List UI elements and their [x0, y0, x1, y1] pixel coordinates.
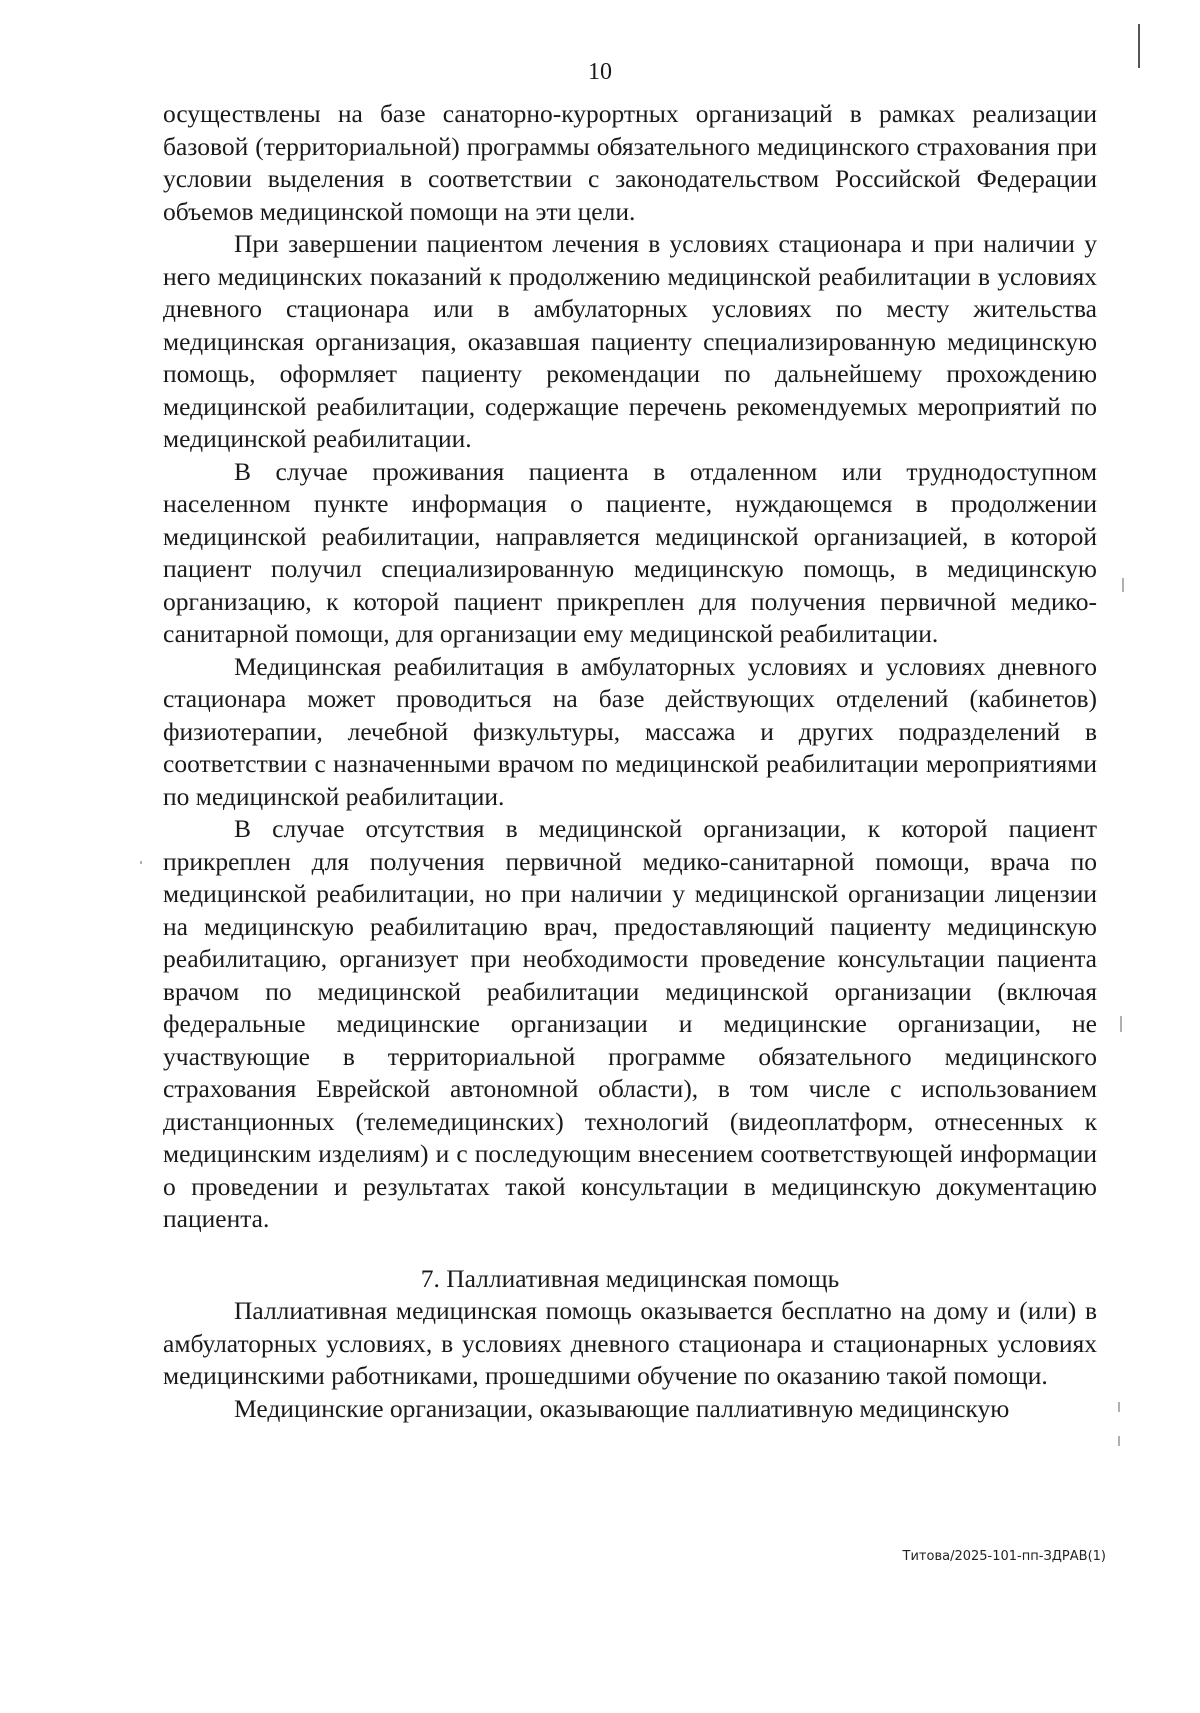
scan-artifact-dot: [1118, 1402, 1120, 1412]
paragraph: В случае отсутствия в медицинской организации, к которой пациент прикреплен для получения первичной медико-санитарной помощи, врача по медицинской реабилитации, но при наличии у медицинской организации лицензии на медицинскую реабилитацию врач, предоставляющий пациенту медицинскую реабилитацию, организует при необходимости проведение консультации пациента врачом по медицинской реабилитации медицинской организации (включая федеральные медицинские организации и медицинские организации, не участвующие в территориальной программе обязательного медицинского страхования Еврейской автономной области), в том числе с использованием дистанционных (телемедицинских) технологий (видеоплатформ, отнесенных к медицинским изделиям) и с последующим внесением соответствующей информации о проведении и результатах такой консультации в медицинскую документацию пациента.: [163, 814, 1097, 1233]
scan-artifact-dot: [1122, 578, 1124, 592]
section-heading: 7. Паллиативная медицинская помощь: [420, 1263, 840, 1293]
paragraph-continues: Медицинские организации, оказывающие паллиативную медицинскую: [234, 1393, 1010, 1423]
paragraph-continuation: осуществлены на базе санаторно-курортных организаций в рамках реализации базовой (территориальной) программы обязательного медицинского страхования при условии выделения в соответствии с законодательством Российской Федерации объемов медицинской помощи на эти цели.: [163, 99, 1097, 226]
document-registration-code: Титова/2025-101-пп-ЗДРАВ(1): [902, 1549, 1106, 1564]
scan-artifact-dot: [1118, 1436, 1120, 1446]
paragraph: При завершении пациентом лечения в условиях стационара и при наличии у него медицинских показаний к продолжению медицинской реабилитации в условиях дневного стационара или в амбулаторных условиях по месту жительства медицинская организация, оказавшая пациенту специализированную медицинскую помощь, оформляет пациенту рекомендации по дальнейшему прохождению медицинской реабилитации, содержащие перечень рекомендуемых мероприятий по медицинской реабилитации.: [163, 229, 1097, 453]
scan-artifact-dot: [140, 861, 142, 864]
paragraph: Паллиативная медицинская помощь оказывается бесплатно на дому и (или) в амбулаторных условиях, в условиях дневного стационара и стационарных условиях медицинскими работниками, прошедшими обучение по оказанию такой помощи.: [163, 1296, 1097, 1390]
document-body: [163, 98, 1097, 1425]
paragraph: Медицинская реабилитация в амбулаторных условиях и условиях дневного стационара может проводиться на базе действующих отделений (кабинетов) физиотерапии, лечебной физкультуры, массажа и других подразделений в соответствии с назначенными врачом по медицинской реабилитации мероприятиями по медицинской реабилитации.: [163, 651, 1097, 811]
page-number: 10: [588, 59, 612, 85]
scan-artifact-dot: [1120, 1016, 1122, 1032]
paragraph: В случае проживания пациента в отдаленном или труднодоступном населенном пункте информация о пациенте, нуждающемся в продолжении медицинской реабилитации, направляется медицинской организацией, в которой пациент получил специализированную медицинскую помощь, в медицинскую организацию, к которой пациент прикреплен для получения первичной медико-санитарной помощи, для организации ему медицинской реабилитации.: [163, 456, 1097, 648]
